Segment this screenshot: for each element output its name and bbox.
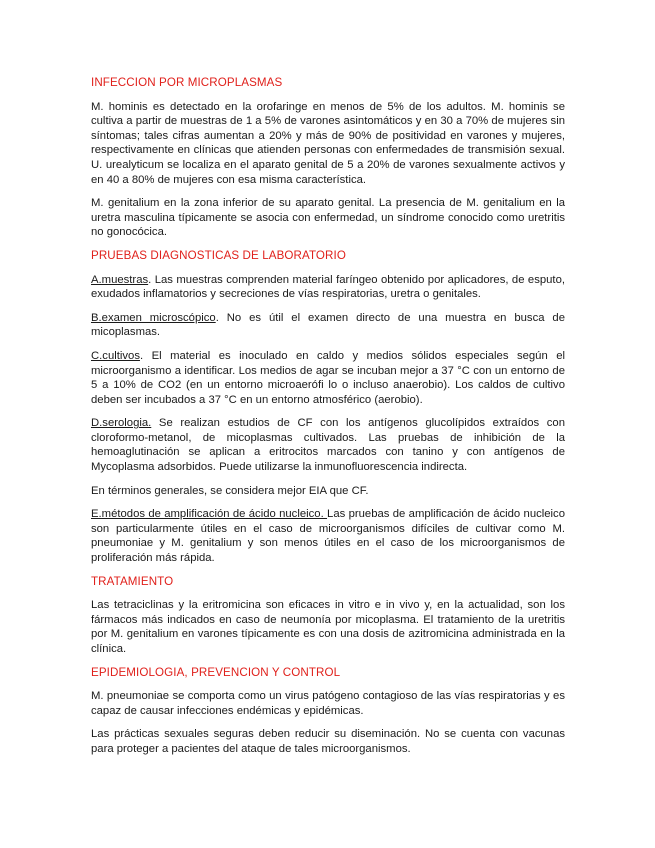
paragraph-text: . El material es inoculado en caldo y medios sólidos especiales según el microorganismo a identificar. Los medios de agar se incuban mejor a 37 °C con un entorno de 5 a 10% de CO2 (en un entorno microaeróﬁ lo o incluso anaerobio). Los caldos de cultivo deben ser incubados a 37 °C en un entorno atmosférico (aerobio). (91, 349, 565, 406)
paragraph (91, 484, 565, 499)
paragraph-text: Las tetraciclinas y la eritromicina son eficaces in vitro e in vivo y, en la actualidad, son los fármacos más indicados en caso de neumonía por micoplasma. El tratamiento de la uretritis por M. genitalium en varones típicamente es con una dosis de azitromicina administrada en la clínica. (91, 599, 565, 655)
paragraph (91, 727, 565, 756)
paragraph-text: Las pruebas de amplificación de ácido nucleico son particularmente útiles en el caso de microorganismos difíciles de cultivar como M. pneumoniae y M. genitalium y son menos útiles en el caso de los microorganismos de proliferación más rápida. (91, 508, 565, 565)
section-heading: EPIDEMIOLOGIA, PREVENCION Y CONTROL (91, 665, 341, 679)
paragraph-text: En términos generales, se considera mejor EIA que CF. (91, 484, 369, 497)
paragraph (91, 311, 565, 340)
paragraph (91, 349, 565, 407)
paragraph (91, 100, 565, 188)
section-tratamiento (91, 575, 565, 657)
item-label-cultivos: C.cultivos (91, 349, 140, 362)
paragraph (91, 507, 565, 565)
paragraph-text: M. pneumoniae se comporta como un virus patógeno contagioso de las vías respiratorias y es capaz de causar infecciones endémicas y epidémicas. (91, 690, 565, 717)
paragraph (91, 196, 565, 240)
paragraph-text: M. hominis es detectado en la orofaringe en menos de 5% de los adultos. M. hominis se cultiva a partir de muestras de 1 a 5% de varones asintomáticos y en 30 a 70% de mujeres sin síntomas; tales cifras aumentan a 20% y más de 90% de positividad en varones y mujeres, respectivamente en clínicas que atienden personas con enfermedades de transmisión sexual. U. urealyticum se localiza en el aparato genital de 5 a 20% de varones sexualmente activos y en 40 a 80% de mujeres con esa misma característica. (91, 100, 565, 186)
paragraph (91, 416, 565, 474)
paragraph-text: . No es útil el examen directo de una muestra en busca de micoplasmas. (91, 311, 565, 339)
section-heading: PRUEBAS DIAGNOSTICAS DE LABORATORIO (91, 248, 346, 262)
section-infeccion (91, 76, 565, 240)
item-label-serologia: D.serologia. (91, 417, 152, 430)
paragraph-text: M. genitalium en la zona inferior de su aparato genital. La presencia de M. genitalium en la uretra masculina típicamente se asocia con enfermedad, un síndrome conocido como uretritis no gonocócica. (91, 197, 565, 239)
paragraph (91, 689, 565, 718)
paragraph-text: . Las muestras comprenden material faríngeo obtenido por aplicadores, de esputo, exudados inflamatorios y secreciones de vías respiratorias, uretra o genitales. (91, 273, 565, 301)
section-heading: INFECCION POR MICROPLASMAS (91, 76, 283, 89)
item-label-muestras: A.muestras (91, 273, 149, 286)
paragraph-text: Se realizan estudios de CF con los antígenos glucolípidos extraídos con cloroformo-metanol, de micoplasmas cultivados. Las pruebas de inhibición de la hemoaglutinación se aplican a eritrocitos marcados con tanino y con antígenos de Mycoplasma adsorbidos. Puede utilizarse la inmunofluorescencia indirecta. (91, 417, 565, 474)
paragraph (91, 598, 565, 656)
item-label-examen: B.examen microscópico (91, 311, 216, 324)
paragraph-text: Las prácticas sexuales seguras deben reducir su diseminación. No se cuenta con vacunas para proteger a pacientes del ataque de tales microorganismos. (91, 728, 565, 755)
section-pruebas (91, 249, 565, 566)
section-epidemiologia (91, 666, 565, 757)
document-page (91, 76, 565, 766)
section-heading: TRATAMIENTO (91, 574, 174, 588)
paragraph (91, 273, 565, 302)
item-label-metodos: E.métodos de amplificación de ácido nucleico. (91, 508, 328, 521)
